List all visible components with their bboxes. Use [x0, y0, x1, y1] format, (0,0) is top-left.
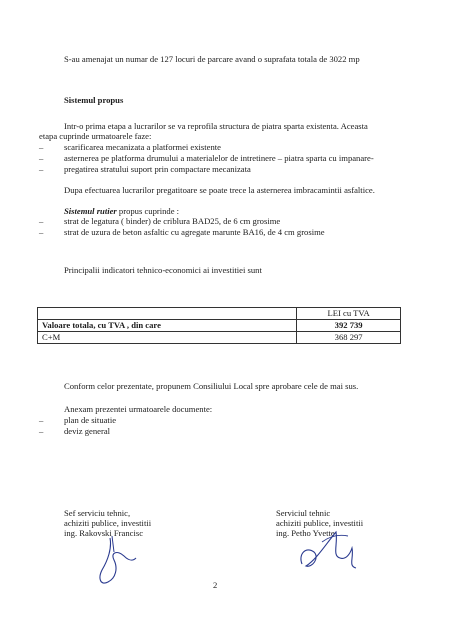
signature-left-icon — [88, 530, 148, 590]
phase-item: pregatirea stratului suport prin compactare mecanizata — [64, 164, 251, 174]
bullet-dash: – — [39, 415, 44, 425]
table-cell-empty — [38, 308, 297, 320]
signature-right-icon — [292, 524, 364, 576]
bullet-dash: – — [39, 426, 44, 436]
paragraph-2: Dupa efectuarea lucrarilor pregatitoare se poate trece la asternerea imbracamintii asfaltice. — [64, 185, 375, 195]
phase-item: asternerea pe platforma drumului a materialelor de intretinere – piatra sparta cu impanare- — [64, 153, 374, 163]
bullet-dash: – — [39, 142, 44, 152]
phase-item: scarificarea mecanizata a platformei existente — [64, 142, 221, 152]
cm-label: C+M — [38, 332, 297, 344]
indicators-intro: Principalii indicatori tehnico-economici ai investitiei sunt — [64, 265, 262, 275]
sign-right-line2: achiziti publice, investitii — [276, 518, 364, 528]
bullet-dash: – — [39, 164, 44, 174]
intro-line: S-au amenajat un numar de 127 locuri de parcare avand o suprafata totala de 3022 mp — [64, 54, 360, 64]
cm-value: 368 297 — [297, 332, 401, 344]
indicators-table — [37, 307, 401, 344]
bullet-dash: – — [39, 227, 44, 237]
sign-right-line1: Serviciul tehnic — [276, 508, 331, 518]
bullet-dash: – — [39, 216, 44, 226]
layer-item: strat de legatura ( binder) de criblura BAD25, de 6 cm grosime — [64, 216, 281, 226]
conform-line: Conform celor prezentate, propunem Consiliului Local spre aprobare cele de mai sus. — [64, 381, 359, 391]
currency-header: LEI cu TVA — [297, 308, 401, 320]
annex-intro: Anexam prezentei urmatoarele documente: — [64, 404, 213, 414]
sistem-rutier-label: Sistemul rutier — [64, 206, 117, 216]
total-value-label: Valoare totala, cu TVA , din care — [38, 320, 297, 332]
table-row — [38, 308, 401, 320]
bullet-dash: – — [39, 153, 44, 163]
layer-item: strat de uzura de beton asfaltic cu agregate marunte BA16, de 4 cm grosime — [64, 227, 325, 237]
annex-item: plan de situatie — [64, 415, 117, 425]
sign-left-line3: ing. Rakovski Francisc — [64, 528, 144, 538]
annex-item: deviz general — [64, 426, 111, 436]
sign-left-line1: Sef serviciu tehnic, — [64, 508, 131, 518]
sistem-rutier-rest: propus cuprinde : — [116, 206, 180, 216]
sign-right-line3: ing. Petho Yvette — [276, 528, 335, 538]
table-row — [38, 320, 401, 332]
paragraph-1-line-1: Intr-o prima etapa a lucrarilor se va reprofila structura de piatra sparta existenta. Aceasta — [64, 121, 368, 131]
sign-left-line2: achiziti publice, investitii — [64, 518, 152, 528]
table-row — [38, 332, 401, 344]
paragraph-1-line-2: etapa cuprinde urmatoarele faze: — [39, 131, 152, 141]
section-heading: Sistemul propus — [64, 95, 124, 105]
page-number: 2 — [213, 580, 218, 590]
total-value: 392 739 — [297, 320, 401, 332]
